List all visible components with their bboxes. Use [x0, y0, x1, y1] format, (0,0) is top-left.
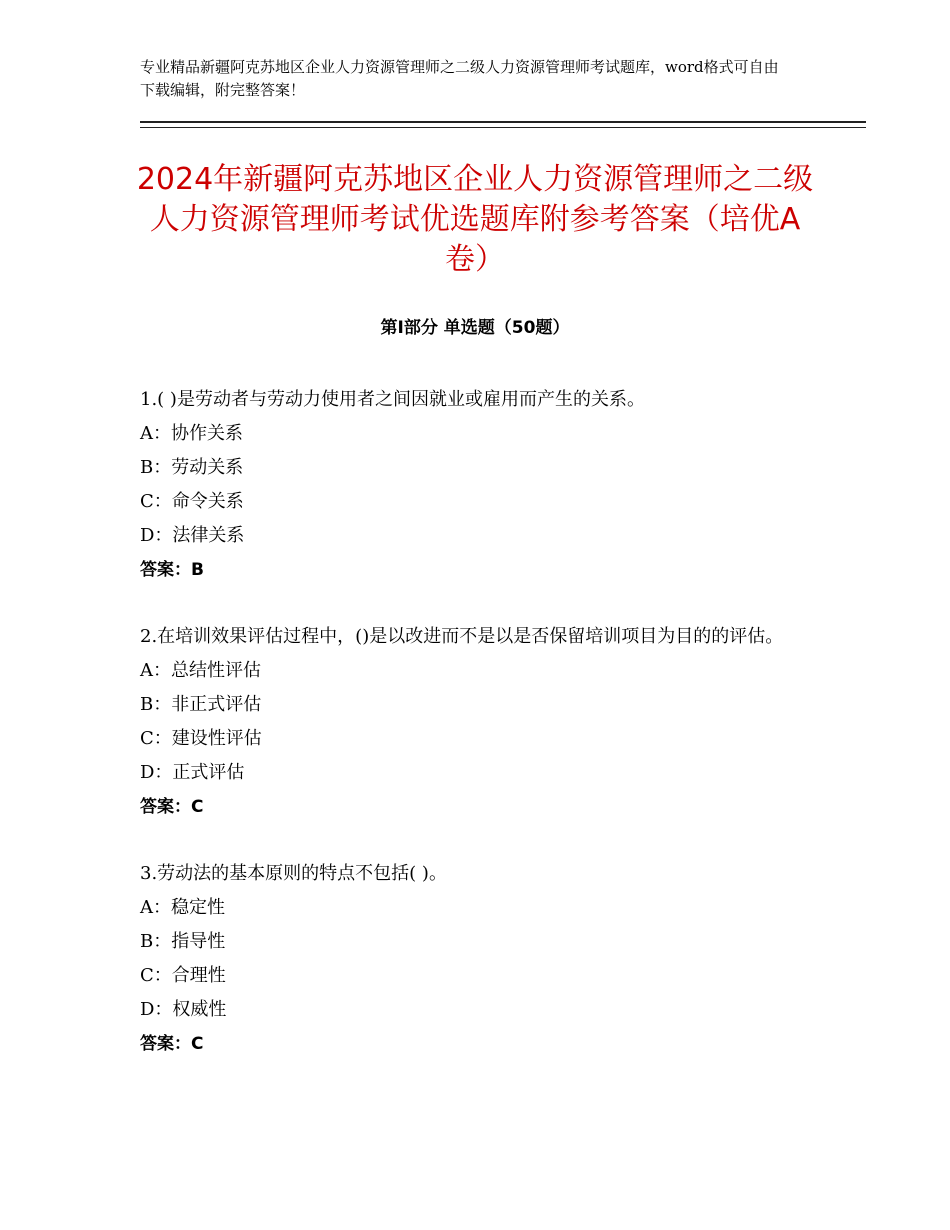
header-note: 专业精品新疆阿克苏地区企业人力资源管理师之二级人力资源管理师考试题库，word格式可自由下载编辑，附完整答案！	[140, 58, 779, 99]
question-2	[140, 620, 820, 824]
option-b: B：非正式评估	[140, 694, 262, 715]
question-3	[140, 857, 820, 1061]
option-a: A：稳定性	[140, 897, 225, 918]
section-title: 第Ⅰ部分 单选题（50题）	[380, 318, 570, 338]
option-d: D：法律关系	[140, 525, 245, 546]
answer: 答案：C	[140, 1034, 204, 1054]
option-c: C：建设性评估	[140, 728, 262, 749]
option-a: A：总结性评估	[140, 660, 261, 681]
question-stem: 1.( )是劳动者与劳动力使用者之间因就业或雇用而产生的关系。	[140, 389, 645, 410]
answer: 答案：C	[140, 797, 204, 817]
header-rule-thin	[140, 127, 866, 128]
option-d: D：正式评估	[140, 762, 245, 783]
option-c: C：合理性	[140, 965, 226, 986]
question-list	[140, 383, 820, 1094]
document-title: 2024年新疆阿克苏地区企业人力资源管理师之二级人力资源管理师考试优选题库附参考答案（培优A卷）	[136, 162, 814, 277]
question-stem: 2.在培训效果评估过程中，()是以改进而不是以是否保留培训项目为目的的评估。	[140, 626, 784, 647]
option-d: D：权威性	[140, 999, 227, 1020]
question-1	[140, 383, 820, 587]
option-b: B：劳动关系	[140, 457, 244, 478]
question-stem: 3.劳动法的基本原则的特点不包括( )。	[140, 863, 447, 884]
option-b: B：指导性	[140, 931, 226, 952]
header-rule-thick	[140, 121, 866, 123]
option-c: C：命令关系	[140, 491, 244, 512]
answer: 答案：B	[140, 560, 204, 580]
option-a: A：协作关系	[140, 423, 243, 444]
